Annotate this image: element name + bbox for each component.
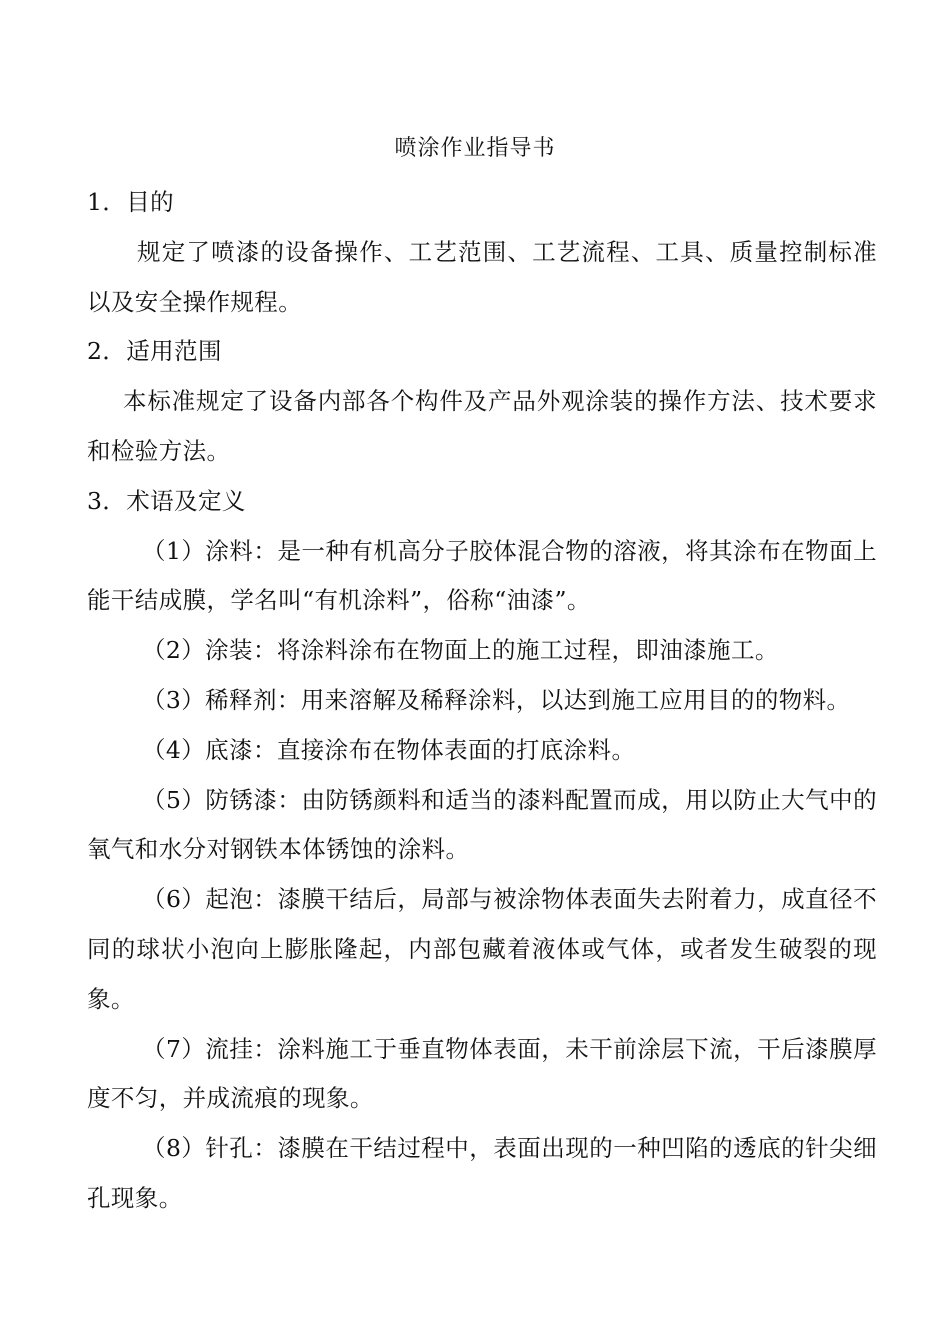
section-2-text: 本标准规定了设备内部各个构件及产品外观涂装的操作方法、技术要求和检验方法。 (87, 387, 877, 465)
section-2-heading: 2．适用范围 (87, 337, 222, 366)
section-1-heading: 1．目的 (87, 188, 175, 216)
term-6: （6）起泡：漆膜干结后，局部与被涂物体表面失去附着力，成直径不同的球状小泡向上膨胀隆起，内部包藏着液体或气体，或者发生破裂的现象。 (87, 885, 877, 1013)
term-2: （2）涂装：将涂料涂布在物面上的施工过程，即油漆施工。 (142, 636, 779, 665)
section-1-text: 规定了喷漆的设备操作、工艺范围、工艺流程、工具、质量控制标准以及安全操作规程。 (87, 237, 877, 316)
term-4: （4）底漆：直接涂布在物体表面的打底涂料。 (142, 735, 636, 764)
term-8: （8）针孔：漆膜在干结过程中，表面出现的一种凹陷的透底的针尖细孔现象。 (87, 1134, 877, 1212)
document-title: 喷涂作业指导书 (394, 136, 556, 161)
term-3: （3）稀释剂：用来溶解及稀释涂料，以达到施工应用目的的物料。 (142, 685, 851, 714)
document-body (87, 178, 877, 1224)
term-7: （7）流挂：涂料施工于垂直物体表面，未干前涂层下流，干后漆膜厚度不匀，并成流痕的现象。 (87, 1034, 877, 1113)
term-1: （1）涂料：是一种有机高分子胶体混合物的溶液，将其涂布在物面上能干结成膜，学名叫“有机涂料”，俗称“油漆”。 (87, 536, 877, 615)
term-5: （5）防锈漆：由防锈颜料和适当的漆料配置而成，用以防止大气中的氧气和水分对钢铁本体锈蚀的涂料。 (87, 785, 877, 864)
section-3-heading: 3．术语及定义 (87, 486, 246, 515)
